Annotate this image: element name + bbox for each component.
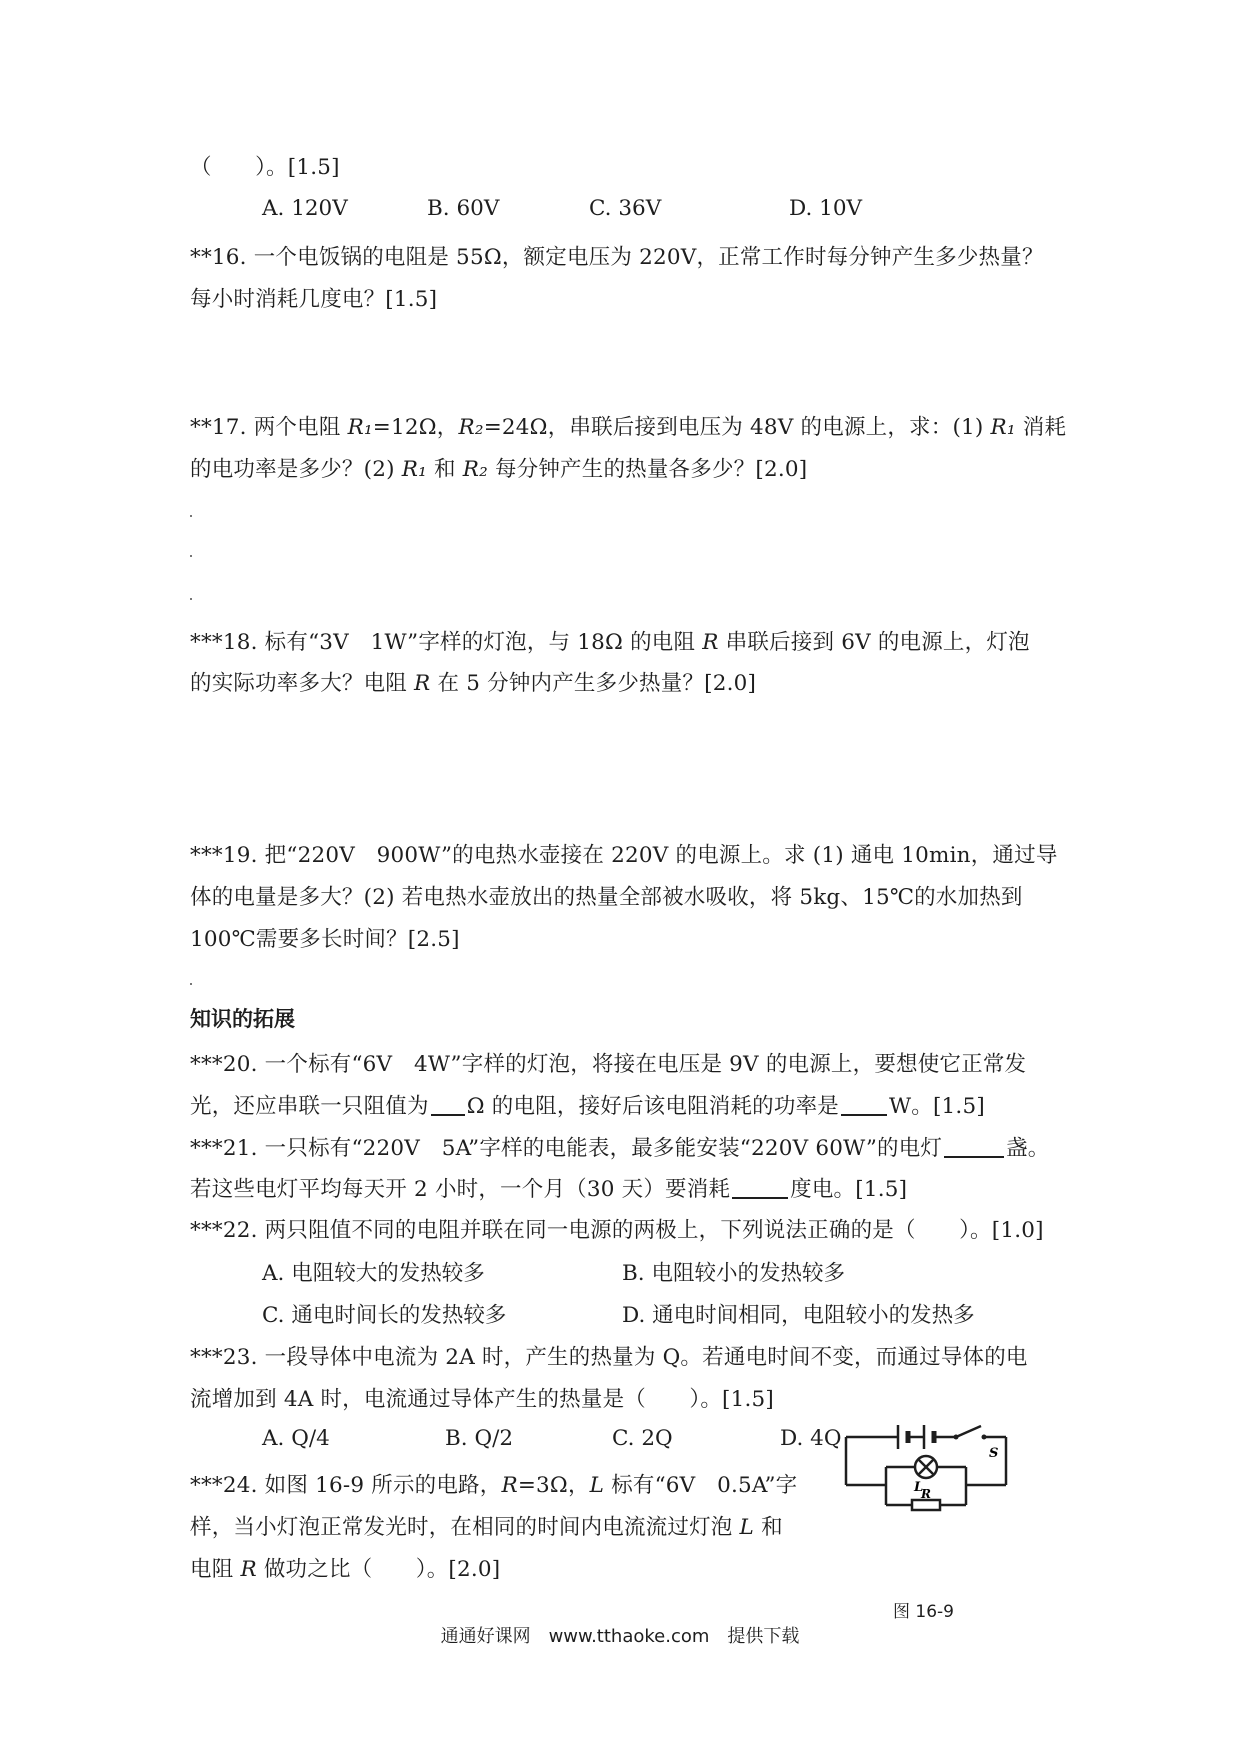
q23-line-1: ***23. 一段导体中电流为 2A 时，产生的热量为 Q。若通电时间不变，而通过导体的电	[190, 1345, 1028, 1370]
scan-dot	[190, 983, 192, 985]
switch-icon	[954, 1435, 959, 1440]
answer-blank	[841, 1094, 887, 1116]
q19-line-3: 100℃需要多长时间？[2.5]	[190, 927, 460, 952]
scan-dot	[190, 515, 192, 517]
q18-line-1: ***18. 标有“3V 1W”字样的灯泡，与 18Ω 的电阻 R 串联后接到 6V 的电源上，灯泡	[190, 630, 1030, 655]
q17-line-2: 的电功率是多少？(2) R₁ 和 R₂ 每分钟产生的热量各多少？[2.0]	[190, 457, 808, 482]
lamp-icon	[915, 1456, 937, 1478]
q16-line-1: **16. 一个电饭锅的电阻是 55Ω，额定电压为 220V，正常工作时每分钟产生多少热量？	[190, 245, 1044, 270]
label-s: S	[989, 1446, 999, 1461]
q22-option-d: D. 通电时间相同，电阻较小的发热多	[622, 1303, 975, 1328]
scan-dot	[190, 598, 192, 600]
q23-option-a: A. Q/4	[262, 1426, 330, 1451]
figure-caption: 图 16-9	[893, 1602, 954, 1622]
q23-option-c: C. 2Q	[612, 1426, 673, 1451]
q15-option-b: B. 60V	[427, 196, 500, 221]
q24-line-1: ***24. 如图 16-9 所示的电路，R=3Ω，L 标有“6V 0.5A”字	[190, 1473, 798, 1498]
q21-line-2: 若这些电灯平均每天开 2 小时，一个月（30 天）要消耗 度电。[1.5]	[190, 1177, 908, 1202]
q18-line-2: 的实际功率多大？电阻 R 在 5 分钟内产生多少热量？[2.0]	[190, 671, 757, 696]
label-r: R	[921, 1487, 931, 1501]
answer-blank	[431, 1094, 465, 1116]
q23-option-d: D. 4Q	[780, 1426, 842, 1451]
footer-download-note: 通通好课网 www.tthaoke.com 提供下载	[440, 1626, 800, 1647]
q20-line-1: ***20. 一个标有“6V 4W”字样的灯泡，将接在电压是 9V 的电源上，要想使它正常发	[190, 1052, 1027, 1077]
q23-line-2: 流增加到 4A 时，电流通过导体产生的热量是（ ）。[1.5]	[190, 1387, 774, 1412]
q17-line-1: **17. 两个电阻 R₁=12Ω，R₂=24Ω，串联后接到电压为 48V 的电源上，求：(1) R₁ 消耗	[190, 415, 1067, 440]
q24-line-2: 样，当小灯泡正常发光时，在相同的时间内电流流过灯泡 L 和	[190, 1515, 783, 1540]
q23-option-b: B. Q/2	[445, 1426, 514, 1451]
section-title: 知识的拓展	[190, 1007, 295, 1031]
answer-blank	[944, 1136, 1004, 1158]
q22-option-b: B. 电阻较小的发热较多	[622, 1261, 845, 1286]
q16-line-2: 每小时消耗几度电？[1.5]	[190, 287, 438, 312]
scan-dot	[190, 555, 192, 557]
q22-option-c: C. 通电时间长的发热较多	[262, 1303, 507, 1328]
resistor-icon	[912, 1500, 940, 1510]
q20-line-2: 光，还应串联一只阻值为 Ω 的电阻，接好后该电阻消耗的功率是 W。[1.5]	[190, 1094, 985, 1119]
q21-line-1: ***21. 一只标有“220V 5A”字样的电能表，最多能安装“220V 60W”的电灯 盏。	[190, 1136, 1050, 1161]
q19-line-2: 体的电量是多大？(2) 若电热水壶放出的热量全部被水吸收，将 5kg、15℃的水加热到	[190, 885, 1023, 910]
q22-option-a: A. 电阻较大的发热较多	[262, 1261, 485, 1286]
q15-option-a: A. 120V	[262, 196, 348, 221]
label-l: L	[914, 1480, 924, 1495]
q19-line-1: ***19. 把“220V 900W”的电热水壶接在 220V 的电源上。求 (1) 通电 10min，通过导	[190, 843, 1058, 868]
q22-stem: ***22. 两只阻值不同的电阻并联在同一电源的两极上，下列说法正确的是（ ）。[1.0]	[190, 1218, 1044, 1243]
q24-line-3: 电阻 R 做功之比（ ）。[2.0]	[190, 1557, 501, 1582]
q15-stem-tail: （ ）。[1.5]	[190, 155, 340, 180]
answer-blank	[732, 1177, 788, 1199]
circuit-diagram	[826, 1407, 1026, 1527]
q15-option-c: C. 36V	[589, 196, 662, 221]
q15-option-d: D. 10V	[789, 196, 863, 221]
